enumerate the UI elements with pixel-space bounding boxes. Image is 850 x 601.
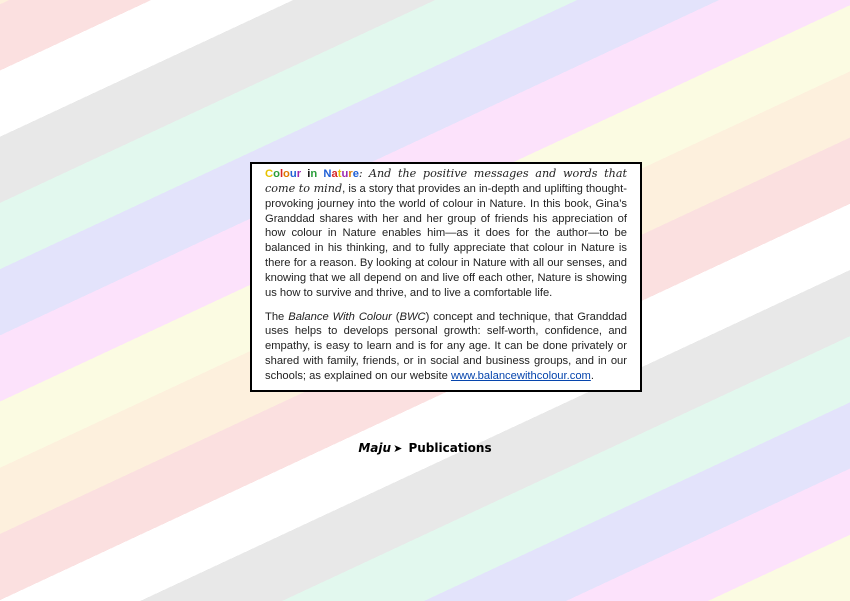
- publisher-footer: [0, 441, 850, 455]
- publisher-name: Publications: [408, 441, 492, 455]
- website-link[interactable]: www.balancewithcolour.com: [450, 369, 591, 382]
- paragraph-2-intro: The: [265, 310, 289, 323]
- paragraph-1-body: , is a story that provides an in-depth and uplifting thought-provoking journey into the world of colour in Nature. In this book, Gina’s Granddad shares with her and her group of friends his appreciation of how colour in Nature enables him—as it does for the author—to be balanced in his thinking, and to fully appreciate that colour in Nature is there for a reason. By looking at colour in Nature with all our senses, and knowing that we all depend on and live off each other, Nature is showing us how to survive and thrive, and to live a comfortable life.: [265, 182, 627, 299]
- paragraph-2-end: .: [590, 369, 594, 382]
- title-colon: :: [358, 167, 363, 180]
- book-subtitle: And the positive messages and words that come to mind: [265, 167, 628, 195]
- publisher-brand: Maju: [358, 441, 392, 455]
- paragraph-2-body: ) concept and technique, that Granddad uses helps to develops personal growth: self-worth, confidence, and empathy, is easy to learn and is for any age. It can be done privately or shared with family, friends, or in social and business groups, and in our schools; as explained on our website: [265, 310, 627, 382]
- bwc-concept-name: Balance With Colour: [288, 310, 392, 323]
- bwc-abbreviation: BWC: [399, 310, 426, 323]
- description-paragraph-1: [265, 167, 627, 301]
- description-box: [250, 162, 642, 392]
- book-title: Colour in Nature: [265, 168, 359, 180]
- paragraph-2-paren-open: (: [391, 310, 400, 323]
- description-paragraph-2: [265, 310, 627, 384]
- arrow-icon: ➤: [393, 442, 403, 455]
